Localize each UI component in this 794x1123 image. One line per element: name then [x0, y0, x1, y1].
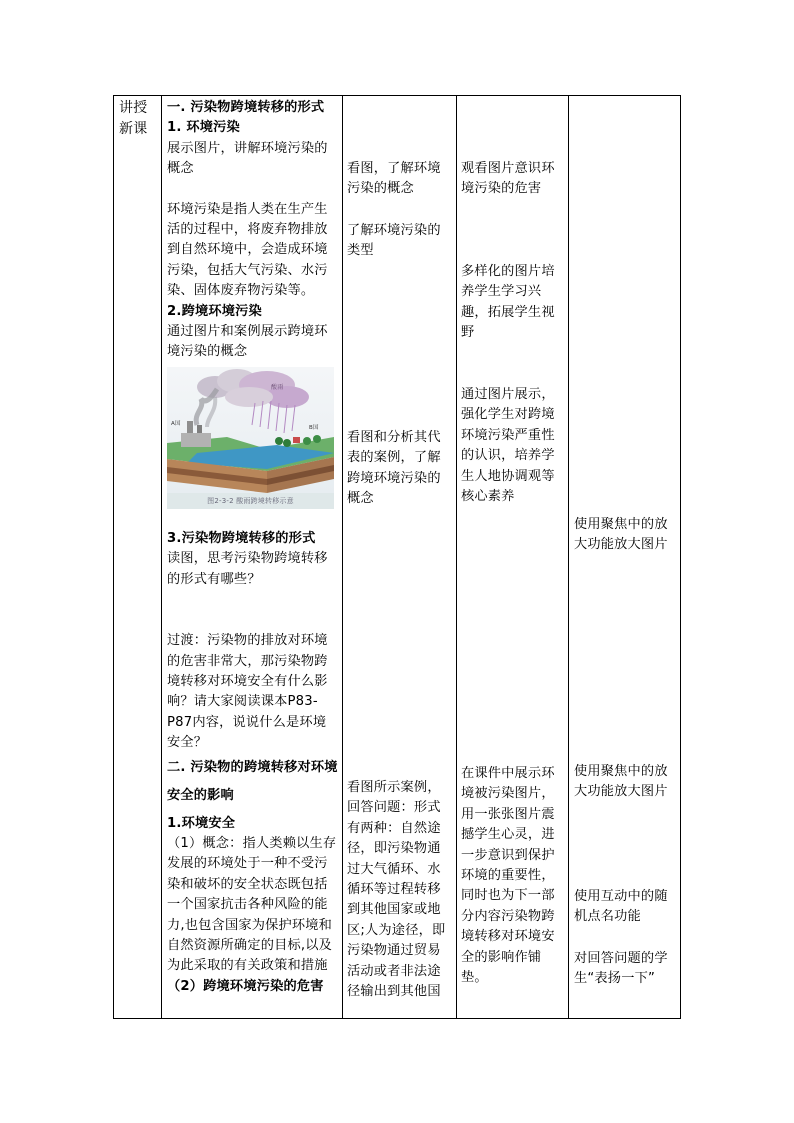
subsection-heading: 1. 环境污染 [167, 120, 240, 136]
teacher-text: 展示图片，讲解环境污染的概念 [167, 140, 328, 177]
teacher-activity [167, 98, 339, 997]
student-activity-2: 了解环境污染的类型 [347, 223, 441, 259]
teacher-text: （1）概念：指人类赖以生存发展的环境处于一种不受污染和破坏的安全状态既包括一个国家抗击各种风险的能力,也包含国家为保护环境和自然资源所确定的目标,以及为此采取的有关政策和措施 [167, 835, 337, 974]
tech-usage-1: 使用聚焦中的放大功能放大图片 [574, 517, 668, 553]
tech-usage-2: 使用聚焦中的放大功能放大图片 [574, 764, 668, 800]
column-divider [456, 96, 457, 1018]
stage-label: 讲授新课 [119, 100, 148, 137]
design-intent-4: 在课件中展示环境被污染图片，用一张张图片震撼学生心灵，进一步意识到保护环境的重要性，同时也为下一部分内容污染物跨境转移对环境安全的影响作铺垫。 [461, 766, 555, 986]
tech-usage-4: 对回答问题的学生“表扬一下” [574, 951, 668, 987]
tech-usage-3: 使用互动中的随机点名功能 [574, 889, 668, 925]
column-divider [568, 96, 569, 1018]
student-activity-1: 看图，了解环境污染的概念 [347, 161, 441, 197]
figure-caption: 图2-3-2 酸雨跨境转移示意 [167, 493, 334, 509]
lesson-table [113, 95, 681, 1019]
subsection-heading: （2）跨境环境污染的危害 [167, 978, 324, 994]
design-intent-1: 观看图片意识环境污染的危害 [461, 161, 555, 197]
acid-rain-diagram [167, 367, 334, 509]
design-intent-2: 多样化的图片培养学生学习兴趣，拓展学生视野 [461, 264, 555, 341]
teacher-text: 通过图片和案例展示跨境环境污染的概念 [167, 324, 328, 360]
cloud-label: 酸雨 [271, 383, 284, 391]
teacher-text: 读图，思考污染物跨境转移的形式有哪些？ [167, 551, 328, 587]
acid-rain-illustration [167, 367, 334, 509]
column-divider [161, 96, 162, 1018]
design-intent-3: 通过图片展示，强化学生对跨境环境污染严重性的认识，培养学生人地协调观等核心素养 [461, 387, 555, 505]
teacher-text: 环境污染是指人类在生产生活的过程中，将废弃物排放到自然环境中，会造成环境污染，包括大气污染、水污染、固体废弃物污染等。 [167, 201, 328, 299]
subsection-heading: 2.跨境环境污染 [167, 303, 262, 319]
country-b-label: B国 [309, 424, 319, 431]
student-activity-4: 看图所示案例，回答问题：形式有两种：自然途径，即污染物通过大气循环、水循环等过程转移到其他国家或地区;人为途径，即污染物通过贸易活动或者非法途径输出到其他国 [347, 780, 446, 1000]
column-divider [342, 96, 343, 1018]
subsection-heading: 1.环境安全 [167, 815, 236, 831]
section-heading: 一. 污染物跨境转移的形式 [167, 100, 325, 115]
subsection-heading: 3.污染物跨境转移的形式 [167, 530, 316, 546]
student-activity-3: 看图和分析其代表的案例，了解跨境环境污染的概念 [347, 430, 441, 507]
section-heading: 二. 污染物的跨境转移对环境安全的影响 [167, 759, 338, 803]
country-a-label: A国 [171, 420, 181, 427]
teacher-text: 过渡：污染物的排放对环境的危害非常大，那污染物跨境转移对环境安全有什么影响？请大家阅读课本P83-P87内容，说说什么是环境安全？ [167, 633, 328, 751]
